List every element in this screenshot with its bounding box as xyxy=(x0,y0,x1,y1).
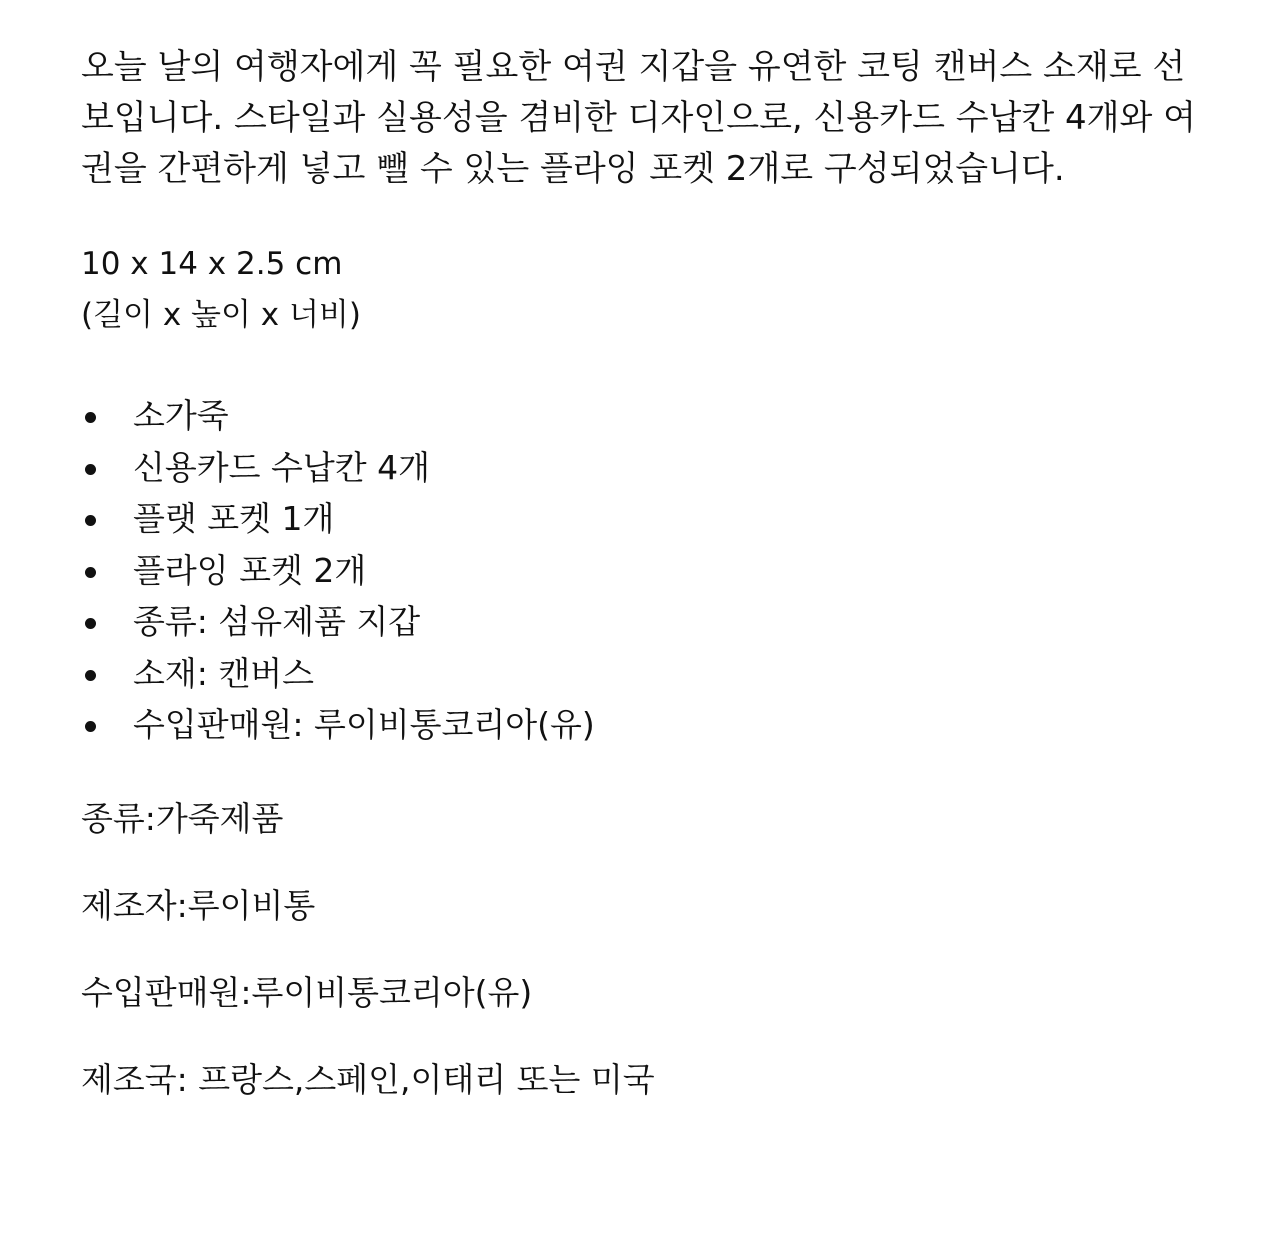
feature-item xyxy=(81,390,1211,442)
product-importer: 수입판매원:루이비통코리아(유) xyxy=(81,972,533,1012)
product-description xyxy=(81,42,1211,1105)
dimensions-block xyxy=(81,239,1211,341)
feature-text: 플랫 포켓 1개 xyxy=(133,499,335,538)
dimensions-size: 10 x 14 x 2.5 cm xyxy=(81,246,343,282)
feature-text: 소재: 캔버스 xyxy=(133,653,314,693)
feature-item xyxy=(81,596,1211,648)
feature-item xyxy=(81,648,1211,700)
feature-text: 수입판매원: 루이비통코리아(유) xyxy=(133,705,595,744)
description-paragraph: 오늘 날의 여행자에게 꼭 필요한 여권 지갑을 유연한 코팅 캔버스 소재로 선보입니다. 스타일과 실용성을 겸비한 디자인으로, 신용카드 수납칸 4개와 여권을 간편하게 넣고 뺄 수 있는 플라잉 포켓 2개로 구성되었습니다. xyxy=(81,47,1197,189)
feature-item xyxy=(81,493,1211,545)
bullet-icon xyxy=(85,515,96,526)
feature-item xyxy=(81,545,1211,597)
bullet-icon xyxy=(85,721,96,732)
bullet-icon xyxy=(85,412,96,423)
product-origin: 제조국: 프랑스,스페인,이태리 또는 미국 xyxy=(81,1059,655,1099)
feature-list xyxy=(81,390,1211,751)
bullet-icon xyxy=(85,464,96,475)
feature-text: 종류: 섬유제품 지갑 xyxy=(133,602,421,641)
product-type: 종류:가죽제품 xyxy=(81,798,284,838)
feature-item xyxy=(81,699,1211,751)
bullet-icon xyxy=(85,567,96,578)
dimensions-axes: (길이 x 높이 x 너비) xyxy=(81,297,361,333)
feature-text: 플라잉 포켓 2개 xyxy=(133,550,367,590)
bullet-icon xyxy=(85,670,96,681)
feature-text: 소가죽 xyxy=(133,396,229,435)
feature-text: 신용카드 수납칸 4개 xyxy=(133,447,430,487)
product-manufacturer: 제조자:루이비통 xyxy=(81,885,316,925)
bullet-icon xyxy=(85,618,96,629)
feature-item xyxy=(81,442,1211,494)
